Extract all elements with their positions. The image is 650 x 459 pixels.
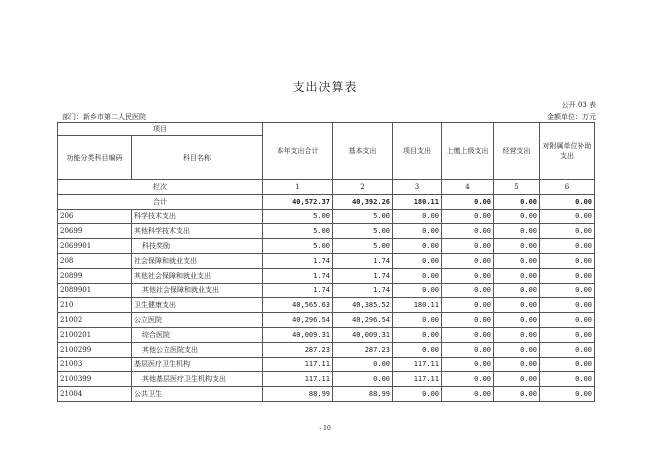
amount-cell: 1.74 xyxy=(263,253,333,268)
amount-cell: 0.00 xyxy=(494,313,540,328)
index-row xyxy=(58,180,595,195)
subject-name-cell: 科学技术支出 xyxy=(132,209,263,224)
amount-cell: 0.00 xyxy=(540,357,595,372)
total-label: 合计 xyxy=(58,194,263,209)
amount-cell: 0.00 xyxy=(540,372,595,387)
amount-cell: 1.74 xyxy=(333,283,393,298)
table-row xyxy=(58,253,595,268)
amount-cell: 5.00 xyxy=(333,224,393,239)
subject-name-cell: 社会保障和就业支出 xyxy=(132,253,263,268)
amount-cell: 0.00 xyxy=(494,298,540,313)
amount-cell: 0.00 xyxy=(442,372,494,387)
amount-cell: 0.00 xyxy=(393,209,442,224)
subject-name-cell: 综合医院 xyxy=(132,327,263,342)
amount-cell: 0.00 xyxy=(393,387,442,402)
amount-cell: 0.00 xyxy=(494,209,540,224)
amount-cell: 0.00 xyxy=(540,224,595,239)
subject-name-cell: 公立医院 xyxy=(132,313,263,328)
function-code-cell: 2100201 xyxy=(58,327,132,342)
amount-cell: 5.00 xyxy=(263,239,333,254)
amount-cell: 0.00 xyxy=(540,387,595,402)
header-operating: 经营支出 xyxy=(494,123,540,180)
amount-cell: 0.00 xyxy=(494,372,540,387)
amount-cell: 287.23 xyxy=(333,342,393,357)
function-code-cell: 2100399 xyxy=(58,372,132,387)
total-row xyxy=(58,194,595,209)
department-label: 部门：新乡市第二人民医院 xyxy=(62,113,146,121)
amount-cell: 0.00 xyxy=(333,357,393,372)
amount-cell: 117.11 xyxy=(393,372,442,387)
amount-cell: 117.11 xyxy=(393,357,442,372)
header-total: 本年支出合计 xyxy=(263,123,333,180)
table-row xyxy=(58,387,595,402)
table-row xyxy=(58,239,595,254)
amount-cell: 40,385.52 xyxy=(333,298,393,313)
amount-cell: 0.00 xyxy=(494,342,540,357)
amount-cell: 1.74 xyxy=(263,268,333,283)
amount-cell: 0.00 xyxy=(494,239,540,254)
function-code-cell: 206 xyxy=(58,209,132,224)
amount-cell: 40,296.54 xyxy=(333,313,393,328)
amount-cell: 0.00 xyxy=(494,253,540,268)
function-code-cell: 21004 xyxy=(58,387,132,402)
amount-cell: 40,296.54 xyxy=(263,313,333,328)
amount-cell: 0.00 xyxy=(442,283,494,298)
amount-cell: 0.00 xyxy=(393,283,442,298)
function-code-cell: 208 xyxy=(58,253,132,268)
amount-cell: 0.00 xyxy=(442,342,494,357)
total-cell: 0.00 xyxy=(494,194,540,209)
index-cell: 1 xyxy=(263,180,333,195)
index-label: 栏次 xyxy=(58,180,263,195)
amount-cell: 0.00 xyxy=(540,268,595,283)
index-cell: 3 xyxy=(393,180,442,195)
header-project: 项目支出 xyxy=(393,123,442,180)
index-cell: 6 xyxy=(540,180,595,195)
header-item: 项目 xyxy=(58,123,263,136)
table-row xyxy=(58,209,595,224)
table-id: 公开 03 表 xyxy=(561,101,596,109)
amount-cell: 0.00 xyxy=(442,224,494,239)
amount-cell: 5.00 xyxy=(263,209,333,224)
subject-name-cell: 公共卫生 xyxy=(132,387,263,402)
total-cell: 40,572.37 xyxy=(263,194,333,209)
amount-cell: 0.00 xyxy=(494,283,540,298)
amount-cell: 5.00 xyxy=(263,224,333,239)
function-code-cell: 21002 xyxy=(58,313,132,328)
function-code-cell: 20899 xyxy=(58,268,132,283)
table-row xyxy=(58,268,595,283)
amount-cell: 0.00 xyxy=(540,239,595,254)
amount-cell: 0.00 xyxy=(540,283,595,298)
amount-cell: 88.99 xyxy=(263,387,333,402)
amount-cell: 0.00 xyxy=(540,209,595,224)
page-number: - 10 xyxy=(319,425,331,432)
document-title: 支出决算表 xyxy=(292,80,358,94)
subject-name-cell: 卫生健康支出 xyxy=(132,298,263,313)
amount-cell: 0.00 xyxy=(540,327,595,342)
function-code-cell: 2089901 xyxy=(58,283,132,298)
header-basic: 基本支出 xyxy=(333,123,393,180)
amount-cell: 0.00 xyxy=(442,357,494,372)
amount-cell: 0.00 xyxy=(494,327,540,342)
table-row xyxy=(58,327,595,342)
amount-cell: 0.00 xyxy=(442,239,494,254)
amount-cell: 40,009.31 xyxy=(333,327,393,342)
subject-name-cell: 其他社会保障和就业支出 xyxy=(132,268,263,283)
function-code-cell: 20699 xyxy=(58,224,132,239)
amount-cell: 40,009.31 xyxy=(263,327,333,342)
table-row xyxy=(58,313,595,328)
amount-cell: 0.00 xyxy=(442,387,494,402)
header-subsidy: 对附属单位补助支出 xyxy=(540,123,595,180)
amount-cell: 0.00 xyxy=(494,224,540,239)
amount-cell: 117.11 xyxy=(263,357,333,372)
function-code-cell: 2100299 xyxy=(58,342,132,357)
subject-name-cell: 科技奖励 xyxy=(132,239,263,254)
index-cell: 2 xyxy=(333,180,393,195)
amount-cell: 180.11 xyxy=(393,298,442,313)
amount-cell: 0.00 xyxy=(393,327,442,342)
amount-cell: 0.00 xyxy=(393,224,442,239)
amount-cell: 0.00 xyxy=(540,253,595,268)
header-code: 功能分类科目编码 xyxy=(58,136,132,180)
amount-cell: 40,565.63 xyxy=(263,298,333,313)
function-code-cell: 210 xyxy=(58,298,132,313)
amount-cell: 0.00 xyxy=(494,357,540,372)
total-cell: 180.11 xyxy=(393,194,442,209)
amount-cell: 0.00 xyxy=(393,313,442,328)
amount-cell: 0.00 xyxy=(442,268,494,283)
amount-cell: 1.74 xyxy=(263,283,333,298)
amount-cell: 0.00 xyxy=(540,342,595,357)
amount-cell: 0.00 xyxy=(393,268,442,283)
amount-cell: 0.00 xyxy=(442,313,494,328)
amount-cell: 287.23 xyxy=(263,342,333,357)
subject-name-cell: 基层医疗卫生机构 xyxy=(132,357,263,372)
index-cell: 5 xyxy=(494,180,540,195)
table-row xyxy=(58,357,595,372)
amount-cell: 0.00 xyxy=(442,209,494,224)
amount-cell: 0.00 xyxy=(393,253,442,268)
amount-cell: 0.00 xyxy=(393,239,442,254)
unit-label: 金额单位：万元 xyxy=(547,113,596,121)
table-row xyxy=(58,342,595,357)
amount-cell: 0.00 xyxy=(442,253,494,268)
amount-cell: 0.00 xyxy=(393,342,442,357)
amount-cell: 5.00 xyxy=(333,239,393,254)
amount-cell: 0.00 xyxy=(540,298,595,313)
amount-cell: 88.99 xyxy=(333,387,393,402)
amount-cell: 5.00 xyxy=(333,209,393,224)
amount-cell: 0.00 xyxy=(442,298,494,313)
amount-cell: 0.00 xyxy=(540,313,595,328)
amount-cell: 0.00 xyxy=(442,327,494,342)
amount-cell: 117.11 xyxy=(263,372,333,387)
amount-cell: 0.00 xyxy=(494,268,540,283)
expenditure-table xyxy=(57,122,595,402)
subject-name-cell: 其他公立医院支出 xyxy=(132,342,263,357)
amount-cell: 1.74 xyxy=(333,268,393,283)
function-code-cell: 21003 xyxy=(58,357,132,372)
amount-cell: 0.00 xyxy=(494,387,540,402)
amount-cell: 0.00 xyxy=(333,372,393,387)
subject-name-cell: 其他基层医疗卫生机构支出 xyxy=(132,372,263,387)
header-upper: 上缴上级支出 xyxy=(442,123,494,180)
amount-cell: 1.74 xyxy=(333,253,393,268)
total-cell: 40,392.26 xyxy=(333,194,393,209)
total-cell: 0.00 xyxy=(540,194,595,209)
subject-name-cell: 其他社会保障和就业支出 xyxy=(132,283,263,298)
table-row xyxy=(58,283,595,298)
subject-name-cell: 其他科学技术支出 xyxy=(132,224,263,239)
header-name: 科目名称 xyxy=(132,136,263,180)
table-row xyxy=(58,298,595,313)
total-cell: 0.00 xyxy=(442,194,494,209)
table-row xyxy=(58,372,595,387)
table-row xyxy=(58,224,595,239)
index-cell: 4 xyxy=(442,180,494,195)
function-code-cell: 2069901 xyxy=(58,239,132,254)
